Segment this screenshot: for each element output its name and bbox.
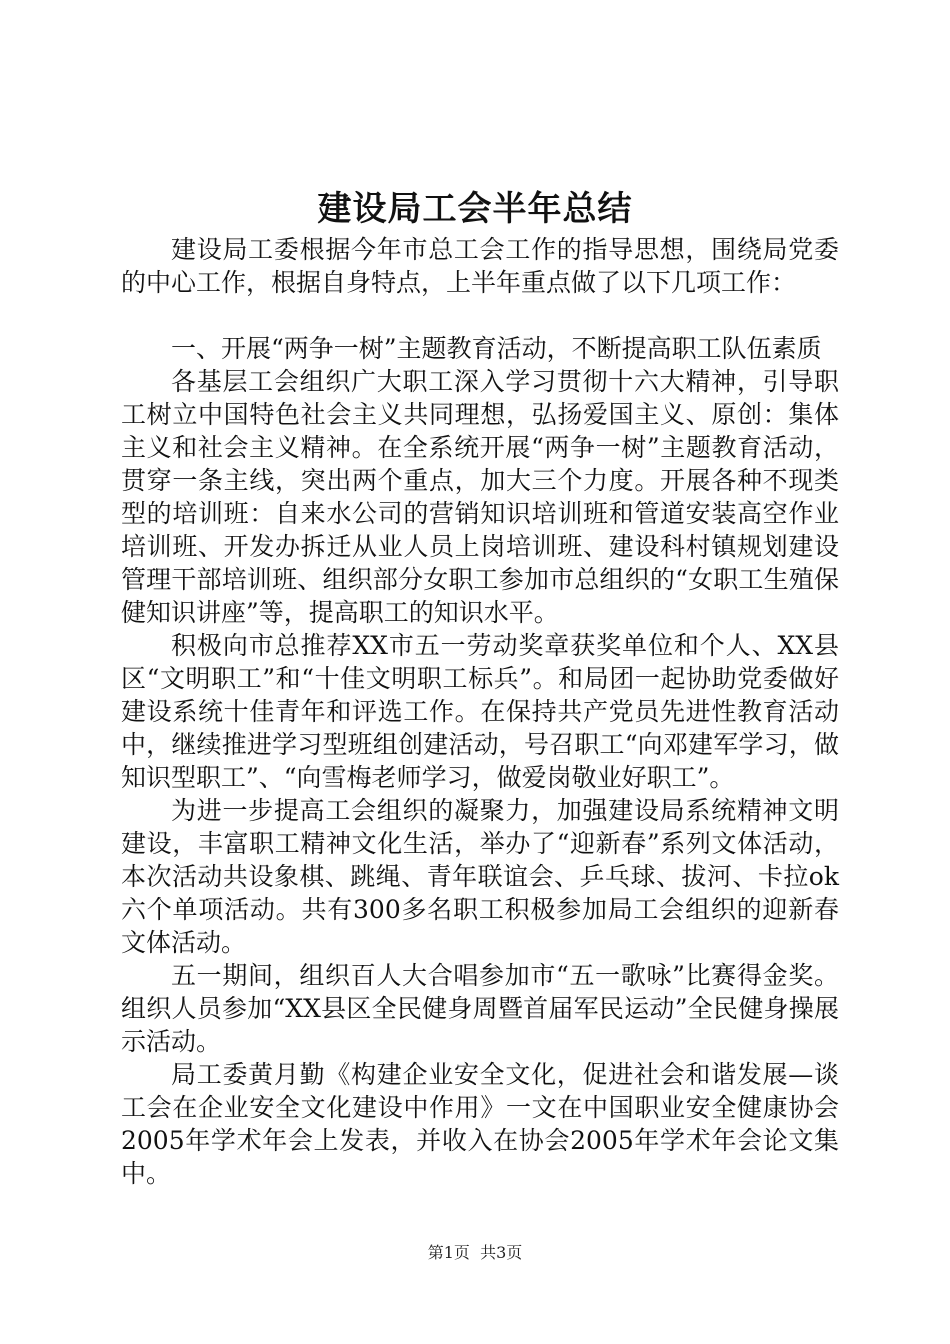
body-paragraph: 各基层工会组织广大职工深入学习贯彻十六大精神，引导职工树立中国特色社会主义共同理想，弘扬爱国主义、原创：集体主义和社会主义精神。在全系统开展“两争一树”主题教育活动，贯穿一条主线，突出两个重点，加大三个力度。开展各种不现类型的培训班：自来水公司的营销知识培训班和管道安装高空作业培训班、开发办拆迁从业人员上岗培训班、建设科村镇规划建设管理干部培训班、组织部分女职工参加市总组织的“女职工生殖保健知识讲座”等，提高职工的知识水平。 xyxy=(121,367,839,627)
document-title: 建设局工会半年总结 xyxy=(317,189,633,229)
page-total: 共3页 xyxy=(480,1243,523,1262)
body-paragraph: 积极向市总推荐XX市五一劳动奖章获奖单位和个人、XX县区“文明职工”和“十佳文明职工标兵”。和局团一起协助党委做好建设系统十佳青年和评选工作。在保持共产党员先进性教育活动中，继续推进学习型班组创建活动，号召职工“向邓建军学习，做知识型职工”、“向雪梅老师学习，做爱岗敬业好职工”。 xyxy=(121,631,839,792)
body-paragraph: 局工委黄月勤《构建企业安全文化，促进社会和谐发展—谈工会在企业安全文化建设中作用》一文在中国职业安全健康协会2005年学术年会上发表，并收入在协会2005年学术年会论文集中。 xyxy=(121,1060,839,1188)
intro-paragraph: 建设局工委根据今年市总工会工作的指导思想，围绕局党委的中心工作，根据自身特点，上半年重点做了以下几项工作： xyxy=(121,235,839,297)
body-paragraph: 为进一步提高工会组织的凝聚力，加强建设局系统精神文明建设，丰富职工精神文化生活，举办了“迎新春”系列文体活动，本次活动共设象棋、跳绳、青年联谊会、乒乓球、拔河、卡拉ok六个单项活动。共有300多名职工积极参加局工会组织的迎新春文体活动。 xyxy=(121,796,839,957)
body-paragraph: 五一期间，组织百人大合唱参加市“五一歌咏”比赛得金奖。组织人员参加“XX县区全民健身周暨首届军民运动”全民健身操展示活动。 xyxy=(121,961,839,1056)
document-body xyxy=(121,233,839,1190)
section-heading: 一、开展“两争一树”主题教育活动，不断提高职工队伍素质 xyxy=(171,334,822,363)
page-number: 第1页 xyxy=(427,1243,470,1262)
page-footer xyxy=(0,1242,950,1264)
